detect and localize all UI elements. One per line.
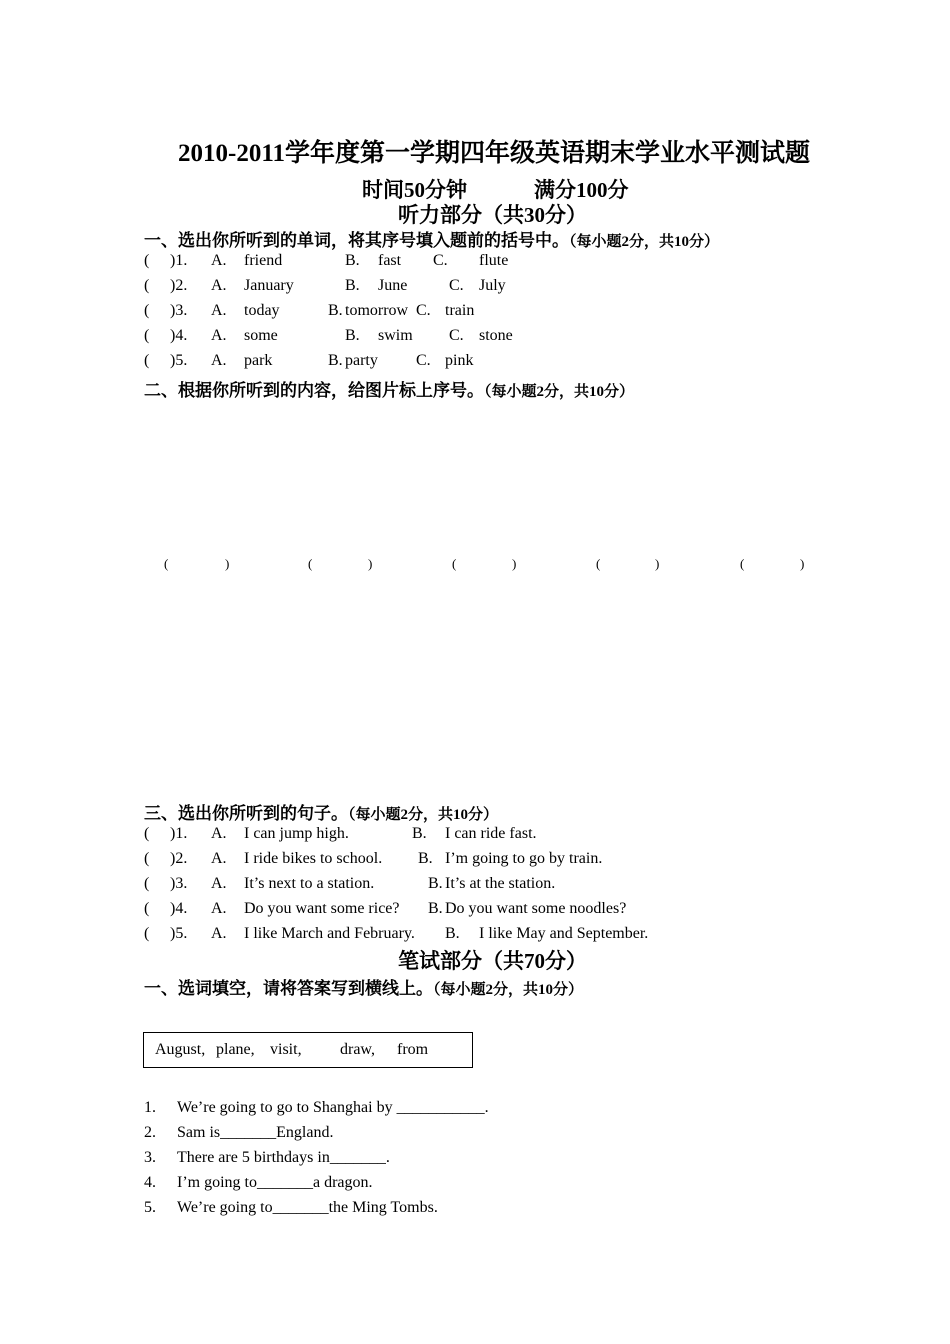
part2-heading: [144, 376, 634, 401]
time-label: 时间50分钟: [362, 178, 467, 202]
blank-close-paren: ): [225, 556, 230, 571]
word-bank-item: from: [397, 1041, 429, 1058]
option-b-text: tomorrow: [345, 302, 409, 319]
question-number: )4.: [170, 327, 188, 344]
option-a-label: A.: [211, 925, 227, 942]
option-b-label: B.: [345, 327, 360, 344]
answer-paren[interactable]: (: [144, 875, 150, 892]
sentence-text[interactable]: Sam is_______England.: [177, 1124, 334, 1141]
blank-close-paren: ): [800, 556, 805, 571]
option-a-text: friend: [244, 252, 283, 269]
blank-close-paren: ): [512, 556, 517, 571]
option-b-text: I’m going to go by train.: [445, 850, 603, 867]
option-c-text: flute: [479, 252, 509, 269]
blank-open-paren[interactable]: (: [452, 556, 457, 571]
sentence-number: 4.: [144, 1174, 156, 1191]
option-b-text: I like May and September.: [479, 925, 649, 942]
written-heading: 笔试部分（共70分）: [398, 949, 587, 973]
sentence-number: 5.: [144, 1199, 156, 1216]
sentence-text[interactable]: We’re going to_______the Ming Tombs.: [177, 1199, 438, 1216]
blank-open-paren[interactable]: (: [740, 556, 745, 571]
part1-note: （每小题2分，共10分）: [569, 234, 720, 250]
sentence-text[interactable]: I’m going to_______a dragon.: [177, 1174, 373, 1191]
option-a-text: park: [244, 352, 273, 369]
part3-note: （每小题2分，共10分）: [348, 807, 499, 823]
option-b-text: party: [345, 352, 378, 369]
option-b-label: B.: [345, 277, 360, 294]
answer-paren[interactable]: (: [144, 850, 150, 867]
blank-close-paren: ): [368, 556, 373, 571]
option-a-label: A.: [211, 850, 227, 867]
written-part1-heading: [144, 974, 583, 999]
part3-heading-text: 三、选出你所听到的句子。: [144, 804, 348, 823]
question-number: )3.: [170, 302, 188, 319]
option-b-text: June: [378, 277, 408, 294]
option-a-label: A.: [211, 327, 227, 344]
question-number: )1.: [170, 825, 188, 842]
option-c-label: C.: [433, 252, 448, 269]
option-b-label: B.: [345, 252, 360, 269]
option-b-label: B.: [412, 825, 427, 842]
score-label: 满分100分: [534, 178, 629, 202]
answer-paren[interactable]: (: [144, 277, 150, 294]
word-bank-item: August,: [155, 1041, 206, 1058]
option-a-label: A.: [211, 900, 227, 917]
option-b-label: B.: [328, 302, 343, 319]
blank-close-paren: ): [655, 556, 660, 571]
answer-paren[interactable]: (: [144, 252, 150, 269]
option-c-text: train: [445, 302, 475, 319]
option-b-text: fast: [378, 252, 402, 269]
part1-heading-text: 一、选出你所听到的单词，将其序号填入题前的括号中。: [144, 231, 569, 250]
option-b-label: B.: [418, 850, 433, 867]
listening-heading: 听力部分（共30分）: [398, 203, 587, 227]
option-a-text: I ride bikes to school.: [244, 850, 383, 867]
sentence-text[interactable]: There are 5 birthdays in_______.: [177, 1149, 390, 1166]
answer-paren[interactable]: (: [144, 352, 150, 369]
option-b-text: I can ride fast.: [445, 825, 537, 842]
question-number: )3.: [170, 875, 188, 892]
option-a-text: It’s next to a station.: [244, 875, 375, 892]
option-a-text: I can jump high.: [244, 825, 349, 842]
question-number: )2.: [170, 277, 188, 294]
question-number: )2.: [170, 850, 188, 867]
question-number: )5.: [170, 352, 188, 369]
answer-paren[interactable]: (: [144, 302, 150, 319]
option-b-label: B.: [328, 352, 343, 369]
option-b-text: Do you want some noodles?: [445, 900, 627, 917]
part1-heading: [144, 226, 719, 251]
picture-answer-blanks: [0, 556, 950, 574]
option-b-label: B.: [445, 925, 460, 942]
option-a-text: I like March and February.: [244, 925, 415, 942]
part2-heading-text: 二、根据你所听到的内容，给图片标上序号。: [144, 381, 484, 400]
option-c-label: C.: [449, 327, 464, 344]
option-c-text: stone: [479, 327, 513, 344]
part2-note: （每小题2分，共10分）: [484, 384, 635, 400]
question-number: )4.: [170, 900, 188, 917]
written-part1-heading-text: 一、选词填空，请将答案写到横线上。: [144, 979, 433, 998]
option-c-text: pink: [445, 352, 474, 369]
question-number: )5.: [170, 925, 188, 942]
option-b-label: B.: [428, 900, 443, 917]
option-a-label: A.: [211, 277, 227, 294]
word-bank-box: [143, 1032, 473, 1068]
option-b-text: swim: [378, 327, 413, 344]
blank-open-paren[interactable]: (: [596, 556, 601, 571]
word-bank-item: draw,: [340, 1041, 375, 1058]
option-c-label: C.: [416, 352, 431, 369]
option-c-label: C.: [416, 302, 431, 319]
option-b-label: B.: [428, 875, 443, 892]
blank-open-paren[interactable]: (: [308, 556, 313, 571]
option-a-text: some: [244, 327, 278, 344]
option-c-label: C.: [449, 277, 464, 294]
option-a-label: A.: [211, 302, 227, 319]
option-a-text: today: [244, 302, 280, 319]
answer-paren[interactable]: (: [144, 825, 150, 842]
sentence-text[interactable]: We’re going to go to Shanghai by ___________.: [177, 1099, 489, 1116]
option-a-text: Do you want some rice?: [244, 900, 400, 917]
written-part1-note: （每小题2分，共10分）: [433, 982, 584, 998]
exam-title: 2010-2011学年度第一学期四年级英语期末学业水平测试题: [178, 140, 810, 167]
sentence-number: 3.: [144, 1149, 156, 1166]
option-a-label: A.: [211, 252, 227, 269]
question-number: )1.: [170, 252, 188, 269]
answer-paren[interactable]: (: [144, 900, 150, 917]
option-a-label: A.: [211, 875, 227, 892]
sentence-number: 1.: [144, 1099, 156, 1116]
word-bank-item: visit,: [270, 1041, 302, 1058]
answer-paren[interactable]: (: [144, 327, 150, 344]
blank-open-paren[interactable]: (: [164, 556, 169, 571]
sentence-number: 2.: [144, 1124, 156, 1141]
option-a-label: A.: [211, 825, 227, 842]
option-b-text: It’s at the station.: [445, 875, 556, 892]
option-c-text: July: [479, 277, 506, 294]
part3-heading: [144, 799, 498, 824]
word-bank-item: plane,: [216, 1041, 255, 1058]
option-a-text: January: [244, 277, 294, 294]
answer-paren[interactable]: (: [144, 925, 150, 942]
option-a-label: A.: [211, 352, 227, 369]
